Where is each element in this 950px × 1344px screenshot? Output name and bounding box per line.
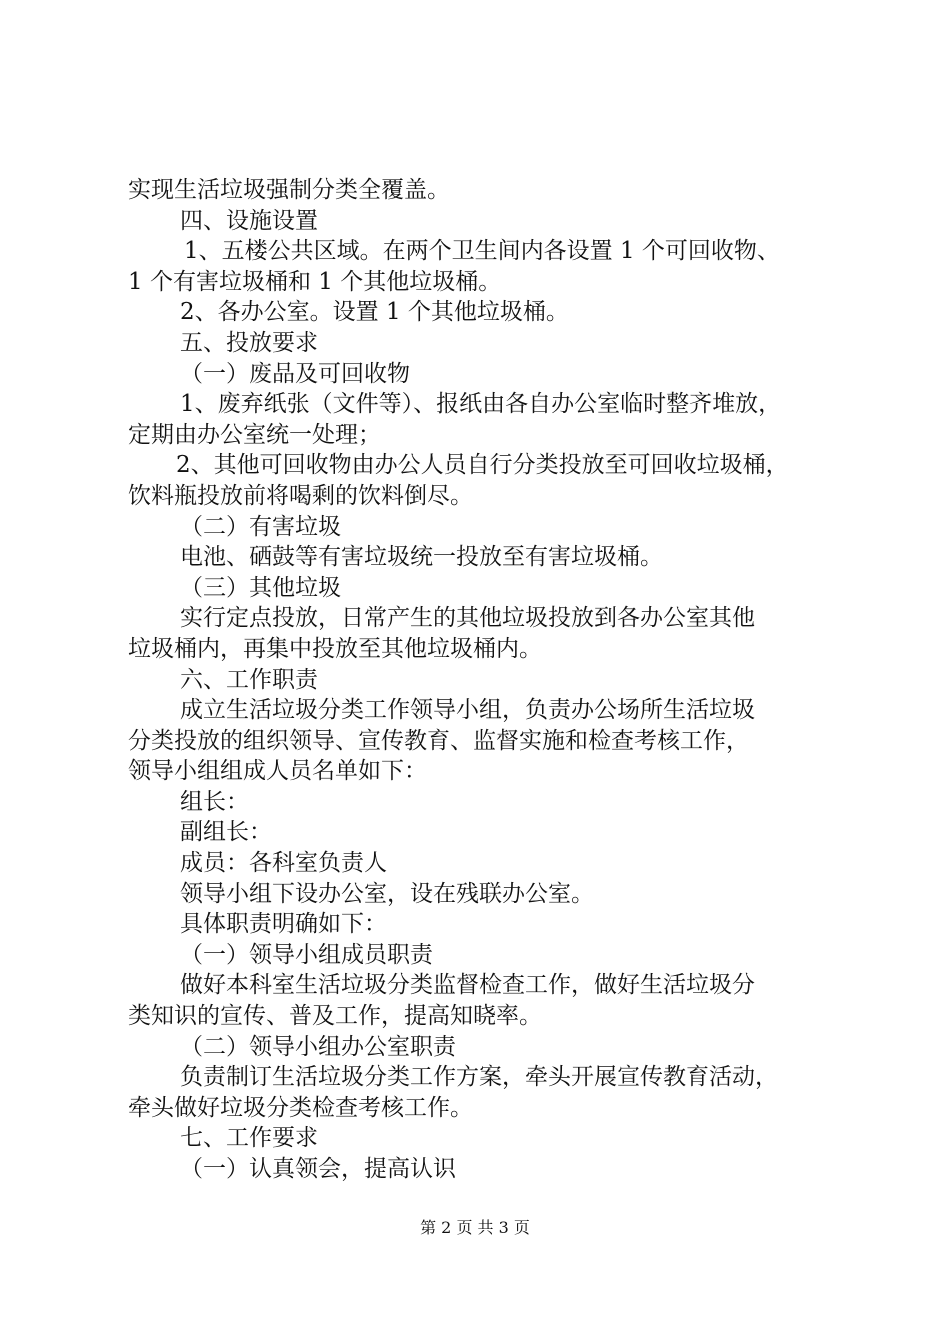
paragraph-line: 实现生活垃圾强制分类全覆盖。 [128, 177, 450, 203]
paragraph-line: 1、五楼公共区域。在两个卫生间内各设置 1 个可回收物、 [184, 238, 780, 265]
subsection-heading: （一）领导小组成员职责 [180, 941, 433, 968]
paragraph-line: 定期由办公室统一处理； [128, 421, 381, 448]
paragraph-line: 分类投放的组织领导、宣传教育、监督实施和检查考核工作， [128, 727, 749, 754]
paragraph-line: 1 个有害垃圾桶和 1 个其他垃圾桶。 [128, 268, 502, 295]
paragraph-line: 垃圾桶内，再集中投放至其他垃圾桶内。 [128, 635, 542, 662]
subsection-heading: （一）废品及可回收物 [180, 360, 410, 387]
subsection-heading: （二）有害垃圾 [180, 513, 341, 540]
paragraph-line: 领导小组组成人员名单如下： [128, 758, 427, 785]
subsection-heading: （三）其他垃圾 [180, 574, 341, 601]
section-heading: 六、工作职责 [180, 666, 318, 693]
paragraph-line: 具体职责明确如下： [180, 911, 387, 938]
page-footer [0, 1215, 950, 1238]
paragraph-line: 2、其他可回收物由办公人员自行分类投放至可回收垃圾桶， [176, 452, 789, 479]
section-heading: 四、设施设置 [180, 207, 318, 234]
paragraph-line: 实行定点投放，日常产生的其他垃圾投放到各办公室其他 [180, 605, 755, 632]
paragraph-line: 领导小组下设办公室，设在残联办公室。 [180, 880, 594, 907]
section-heading: 七、工作要求 [180, 1125, 318, 1152]
paragraph-line: 副组长： [180, 819, 272, 846]
document-body [128, 175, 850, 1185]
subsection-heading: （一）认真领会，提高认识 [180, 1156, 456, 1182]
paragraph-line: 电池、硒鼓等有害垃圾统一投放至有害垃圾桶。 [180, 544, 663, 571]
page-number: 第 2 页 共 3 页 [420, 1218, 530, 1237]
paragraph-line: 成立生活垃圾分类工作领导小组，负责办公场所生活垃圾 [180, 697, 755, 724]
section-heading: 五、投放要求 [180, 329, 318, 356]
subsection-heading: （二）领导小组办公室职责 [180, 1033, 456, 1060]
paragraph-line: 做好本科室生活垃圾分类监督检查工作，做好生活垃圾分 [180, 972, 755, 999]
paragraph-line: 饮料瓶投放前将喝剩的饮料倒尽。 [128, 482, 473, 509]
paragraph-line: 1、废弃纸张（文件等）、报纸由各自办公室临时整齐堆放， [180, 391, 782, 418]
paragraph-line: 负责制订生活垃圾分类工作方案，牵头开展宣传教育活动， [180, 1064, 778, 1091]
paragraph-line: 牵头做好垃圾分类检查考核工作。 [128, 1094, 473, 1121]
paragraph-line: 成员：各科室负责人 [180, 850, 387, 877]
paragraph-line: 类知识的宣传、普及工作，提高知晓率。 [128, 1003, 542, 1030]
paragraph-line: 组长： [180, 788, 249, 815]
paragraph-line: 2、各办公室。设置 1 个其他垃圾桶。 [180, 299, 569, 326]
